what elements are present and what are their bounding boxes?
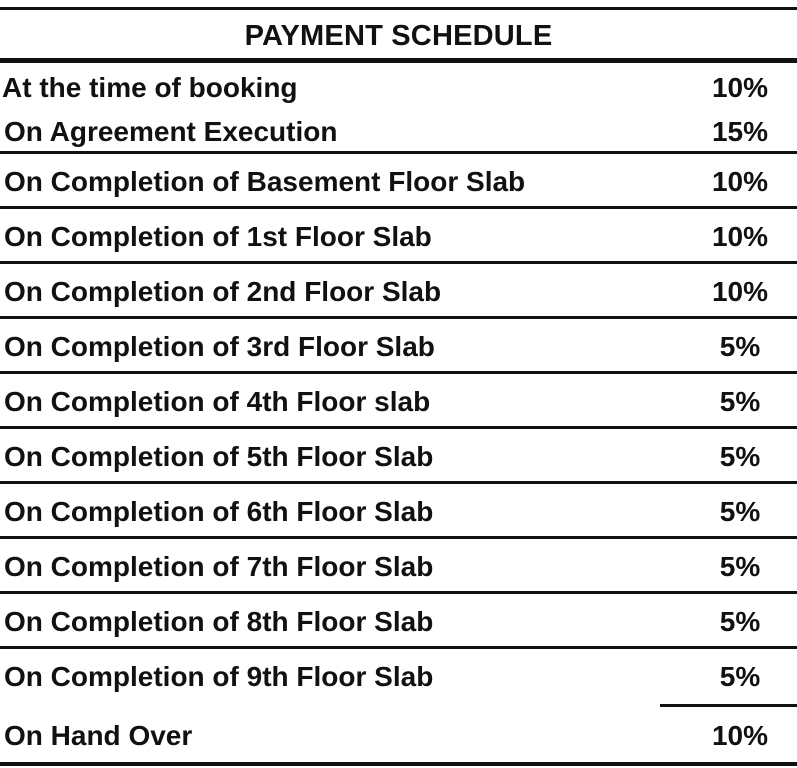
row-value: 5% <box>719 385 761 417</box>
table-row <box>0 484 797 539</box>
row-label: On Completion of 7th Floor Slab <box>4 550 434 582</box>
row-label: On Completion of Basement Floor Slab <box>4 165 526 197</box>
row-label: On Completion of 4th Floor slab <box>4 385 431 417</box>
table-row <box>0 429 797 484</box>
row-label: On Completion of 6th Floor Slab <box>4 495 434 527</box>
title-divider <box>0 58 797 63</box>
table-row <box>0 209 797 264</box>
row-value: 10% <box>711 220 769 252</box>
table-row <box>0 110 797 154</box>
row-value: 15% <box>711 116 769 147</box>
table-row <box>0 594 797 649</box>
row-value: 10% <box>711 720 769 751</box>
table-row <box>0 319 797 374</box>
row-value: 10% <box>711 165 769 197</box>
row-label: On Completion of 1st Floor Slab <box>4 220 432 252</box>
row-label: At the time of booking <box>2 72 298 103</box>
row-value: 5% <box>719 330 761 362</box>
row-value: 5% <box>719 605 761 637</box>
table-row <box>0 66 797 110</box>
row-value: 10% <box>711 275 769 307</box>
table-row <box>0 710 797 762</box>
row-label: On Hand Over <box>4 720 193 751</box>
table-row <box>0 374 797 429</box>
row-label: On Agreement Execution <box>4 116 338 147</box>
row-value: 5% <box>719 550 761 582</box>
table-title: PAYMENT SCHEDULE <box>244 20 553 52</box>
table-row <box>0 154 797 209</box>
row-label: On Completion of 9th Floor Slab <box>4 661 434 692</box>
row-value: 5% <box>719 661 761 692</box>
table-row <box>0 539 797 594</box>
subtotal-divider <box>660 704 797 707</box>
row-label: On Completion of 5th Floor Slab <box>4 440 434 472</box>
row-label: On Completion of 2nd Floor Slab <box>4 275 442 307</box>
table-row <box>0 649 797 705</box>
top-border <box>0 7 797 10</box>
row-value: 5% <box>719 495 761 527</box>
table-row <box>0 264 797 319</box>
row-label: On Completion of 3rd Floor Slab <box>4 330 435 362</box>
row-value: 5% <box>719 440 761 472</box>
row-label: On Completion of 8th Floor Slab <box>4 605 434 637</box>
bottom-border <box>0 762 797 766</box>
row-value: 10% <box>711 72 769 103</box>
